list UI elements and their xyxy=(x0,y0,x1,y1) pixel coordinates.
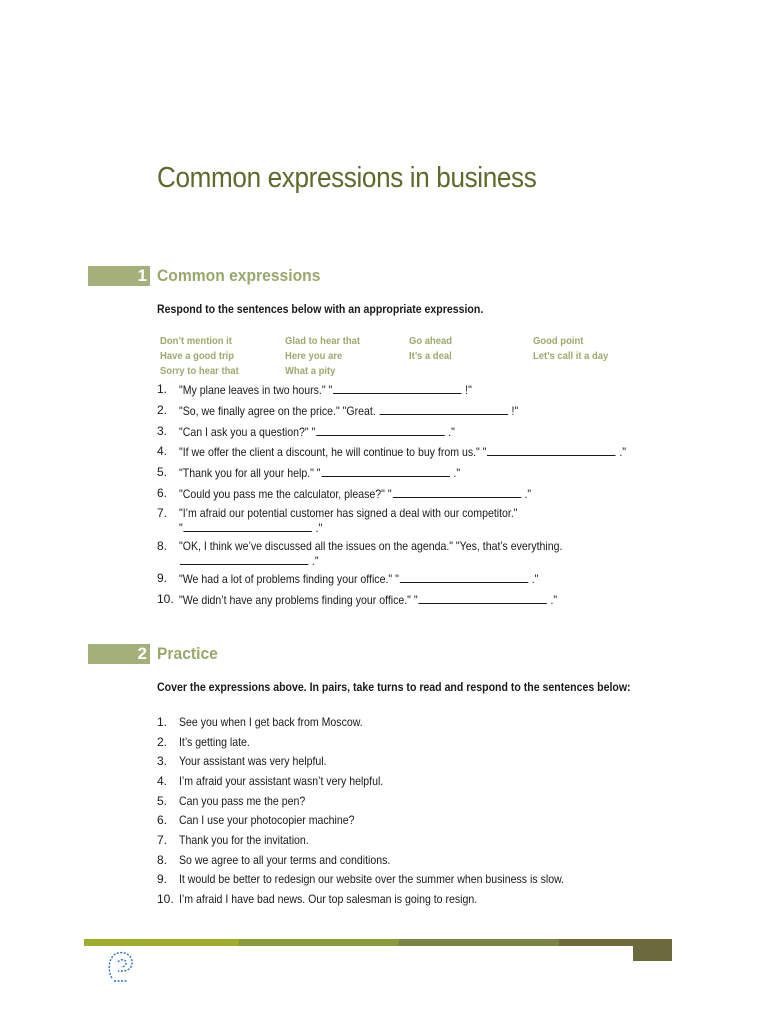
exercise-item xyxy=(179,571,538,586)
practice-item: Can I use your photocopier machine? xyxy=(179,813,355,827)
item-prompt: "If we offer the client a discount, he will continue to buy from us." " xyxy=(179,445,487,459)
phrase: It’s a deal xyxy=(409,350,452,362)
item-number: 9. xyxy=(157,872,168,886)
section-1-header xyxy=(88,266,488,286)
exercise-item xyxy=(179,539,562,553)
exercise-item xyxy=(179,444,626,459)
item-number: 7. xyxy=(157,833,168,847)
item-prompt: "Can I ask you a question?" " xyxy=(179,425,316,439)
answer-blank[interactable] xyxy=(333,382,461,394)
answer-blank[interactable] xyxy=(487,444,615,456)
practice-item: See you when I get back from Moscow. xyxy=(179,715,363,729)
item-number: 7. xyxy=(157,506,168,520)
exercise-item xyxy=(179,506,518,520)
footer-segment xyxy=(84,939,239,946)
item-number: 1. xyxy=(157,382,168,396)
section-2-header xyxy=(88,644,488,664)
item-prompt: "Could you pass me the calculator, please?" " xyxy=(179,487,392,501)
practice-item: Can you pass me the pen? xyxy=(179,794,306,808)
item-prompt: "So, we finally agree on the price." "Great. xyxy=(179,404,376,418)
item-prompt: "We had a lot of problems finding your office." " xyxy=(179,572,399,586)
phrase: Sorry to hear that xyxy=(160,365,239,377)
item-closing: ." xyxy=(524,487,532,501)
phrase: Don’t mention it xyxy=(160,335,232,347)
answer-blank[interactable] xyxy=(380,403,508,415)
answer-blank[interactable] xyxy=(400,571,528,583)
phrase: Good point xyxy=(533,335,584,347)
item-closing: ." xyxy=(448,425,455,439)
item-closing: ." xyxy=(531,572,539,586)
item-prompt: "My plane leaves in two hours." " xyxy=(179,383,333,397)
answer-blank[interactable] xyxy=(392,486,520,498)
practice-item: It would be better to redesign our website over the summer when business is slow. xyxy=(179,872,565,886)
phrase: Here you are xyxy=(285,350,343,362)
section-2-instruction: Cover the expressions above. In pairs, take turns to read and respond to the sentences below: xyxy=(157,680,631,694)
practice-item: I’m afraid I have bad news. Our top salesman is going to resign. xyxy=(179,892,478,906)
phrase: Have a good trip xyxy=(160,350,235,362)
item-number: 3. xyxy=(157,754,168,768)
practice-item: Your assistant was very helpful. xyxy=(179,754,327,768)
footer-segment xyxy=(239,939,399,946)
publisher-logo-icon xyxy=(104,948,138,984)
page-title: Common expressions in business xyxy=(157,162,537,194)
footer-segment xyxy=(399,939,559,946)
answer-blank[interactable] xyxy=(184,520,312,532)
phrase: Go ahead xyxy=(409,335,453,347)
item-closing: ." xyxy=(619,445,627,459)
practice-item: It’s getting late. xyxy=(179,735,250,749)
section-1-number: 1 xyxy=(137,266,147,285)
practice-item: So we agree to all your terms and conditions. xyxy=(179,853,391,867)
exercise-item-continued xyxy=(179,553,319,568)
answer-blank[interactable] xyxy=(418,592,546,604)
item-number: 5. xyxy=(157,794,168,808)
exercise-item xyxy=(179,403,518,418)
item-number: 4. xyxy=(157,444,168,458)
item-prompt: "OK, I think we’ve discussed all the issues on the agenda." "Yes, that’s everything. xyxy=(179,539,563,553)
item-number: 3. xyxy=(157,424,168,438)
expression-box xyxy=(160,335,680,380)
phrase: Let’s call it a day xyxy=(533,350,609,362)
exercise-item xyxy=(179,465,460,480)
section-2-number: 2 xyxy=(137,644,147,663)
phrase: Glad to hear that xyxy=(285,335,361,347)
item-closing: !" xyxy=(511,404,519,418)
exercise-item xyxy=(179,486,531,501)
item-prompt: "Thank you for all your help." " xyxy=(179,466,321,480)
answer-blank[interactable] xyxy=(316,424,444,436)
item-number: 8. xyxy=(157,853,168,867)
item-prompt-continued: " xyxy=(179,521,183,535)
item-number: 2. xyxy=(157,735,168,749)
exercise-item xyxy=(179,382,472,397)
item-number: 9. xyxy=(157,571,168,585)
item-prompt: "I’m afraid our potential customer has signed a deal with our competitor." xyxy=(179,506,518,520)
item-number: 6. xyxy=(157,813,168,827)
practice-item: I’m afraid your assistant wasn’t very helpful. xyxy=(179,774,384,788)
item-number: 1. xyxy=(157,715,168,729)
footer-band xyxy=(84,939,672,946)
phrase: What a pity xyxy=(285,365,336,377)
item-closing: !" xyxy=(465,383,472,397)
item-number: 10. xyxy=(157,592,174,606)
item-prompt: "We didn’t have any problems finding your office." " xyxy=(179,593,418,607)
footer-block xyxy=(633,939,672,961)
section-1-bar xyxy=(88,266,150,286)
section-1-instruction: Respond to the sentences below with an appropriate expression. xyxy=(157,302,484,316)
item-number: 6. xyxy=(157,486,168,500)
item-number: 10. xyxy=(157,892,174,906)
exercise-item-continued xyxy=(179,520,322,535)
section-2-bar xyxy=(88,644,150,664)
section-2-title: Practice xyxy=(157,644,218,663)
practice-item: Thank you for the invitation. xyxy=(179,833,309,847)
item-number: 4. xyxy=(157,774,168,788)
item-closing: ." xyxy=(453,466,461,480)
item-number: 2. xyxy=(157,403,168,417)
item-closing: ." xyxy=(311,554,319,568)
answer-blank[interactable] xyxy=(180,553,308,565)
answer-blank[interactable] xyxy=(321,465,449,477)
item-closing: ." xyxy=(550,593,558,607)
item-closing: ." xyxy=(315,521,323,535)
item-number: 8. xyxy=(157,539,168,553)
exercise-item xyxy=(179,424,455,439)
section-1-title: Common expressions xyxy=(157,266,321,285)
item-number: 5. xyxy=(157,465,168,479)
exercise-item xyxy=(179,592,557,607)
